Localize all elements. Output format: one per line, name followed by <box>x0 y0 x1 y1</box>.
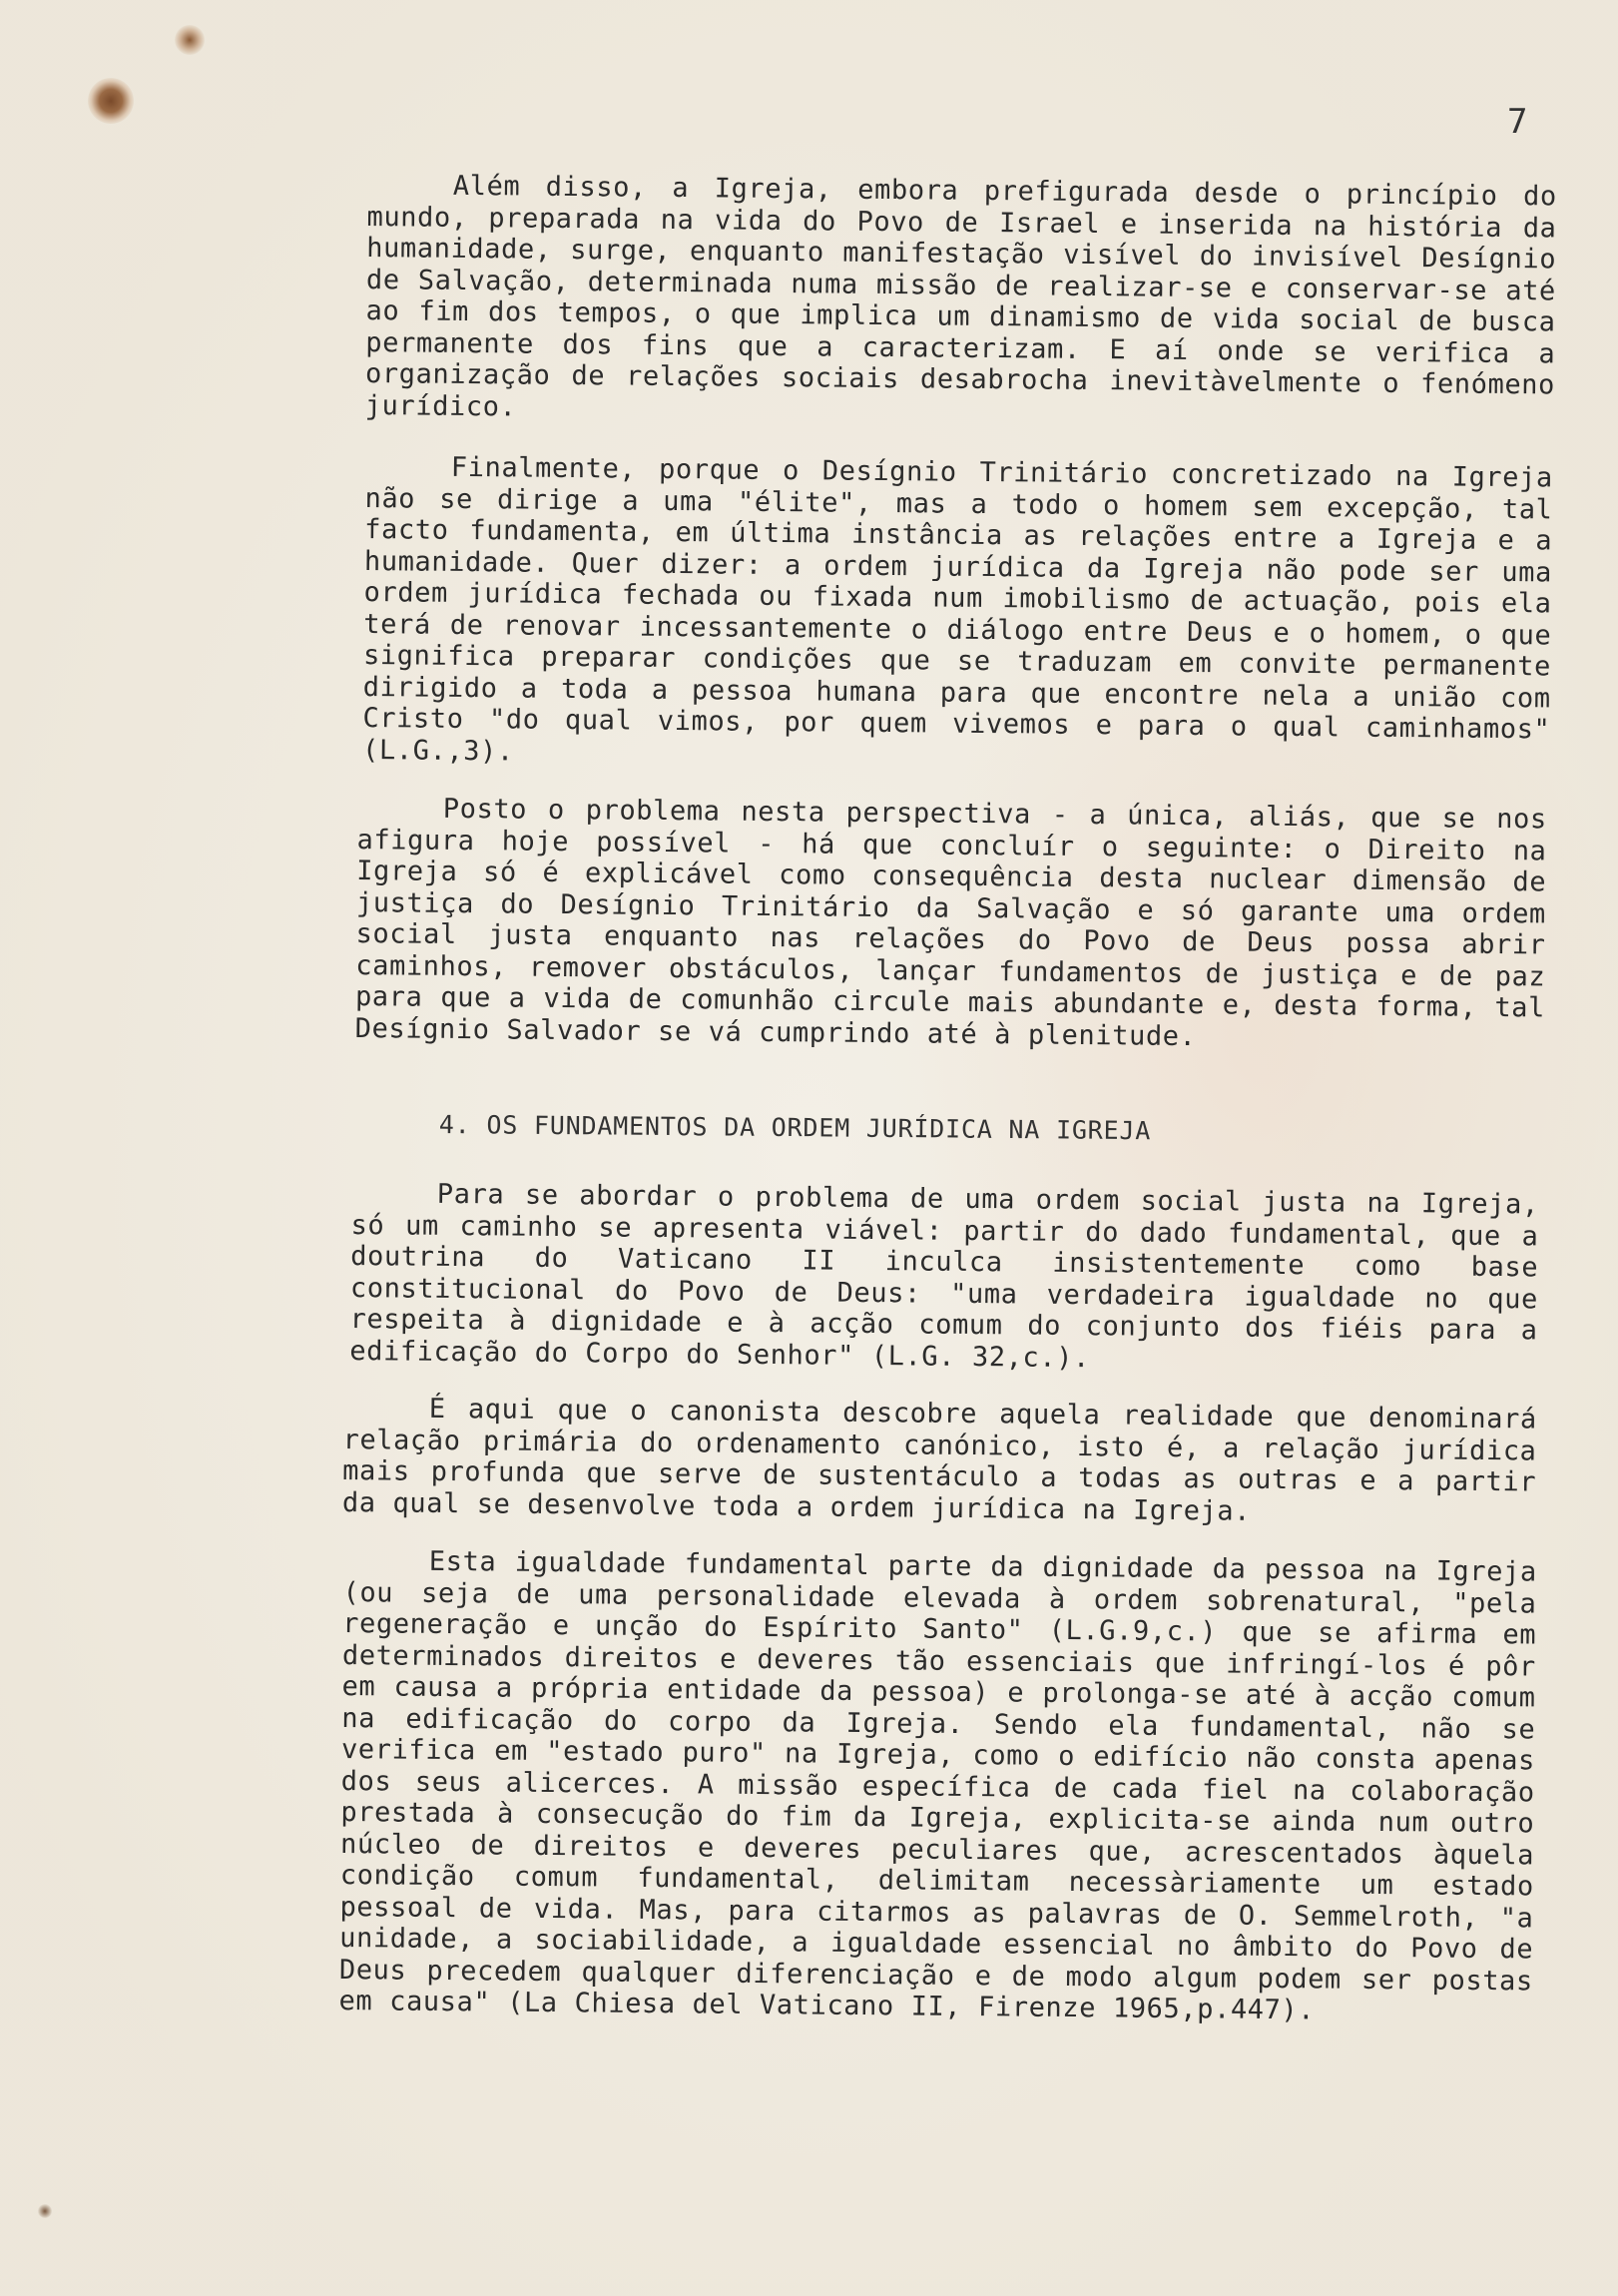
paper-stain <box>88 78 134 124</box>
page-number: 7 <box>1507 102 1528 142</box>
paragraph-3: Posto o problema nesta perspectiva - a única, aliás, que se nos afigura hoje possível - há que concluír o seguinte: o Direito na Igreja só é explicável como consequência desta nuclear dimensão de justiça do Desígnio Trinitário da Salvação e só garante uma ordem social justa enquanto nas relações do Povo de Deus possa abrir caminhos, remover obstáculos, lançar fundamentos de justiça e de paz para que a vida de comunhão circule mais abundante e, desta forma, tal Desígnio Salvador se vá cumprindo até à plenitude. <box>354 793 1547 1052</box>
section-heading: 4. OS FUNDAMENTOS DA ORDEM JURÍDICA NA IGREJA <box>438 1110 1152 1146</box>
paragraph-1: Além disso, a Igreja, embora prefigurada desde o princípio do mundo, preparada na vida do Povo de Israel e inserida na história da humanidade, surge, enquanto manifestação visível do invisível Desígnio de Salvação, determinada numa missão de realizar-se e conservar-se até ao fim dos tempos, o que implica um dinamismo de vida social de busca permanente dos fins que a caracterizam. E aí onde se verifica a organização de relações sociais desabrocha inevitàvelmente o fenómeno jurídico. <box>364 170 1557 422</box>
paragraph-4: Para se abordar o problema de uma ordem social justa na Igreja, só um caminho se apresenta viável: partir do dado fundamental, que a doutrina do Vaticano II inculca insistentemente como base constitucional do Povo de Deus: "uma verdadeira igualdade no que respeita à dignidade e à acção comum do conjunto dos fiéis para a edificação do Corpo do Senhor" (L.G. 32,c.). <box>349 1178 1539 1374</box>
paragraph-5: É aqui que o canonista descobre aquela realidade que denominará relação primária do ordenamento canónico, isto é, a relação jurídica mais profunda que serve de sustentáculo a todas as outras e a partir da qual se desenvolve toda a ordem jurídica na Igreja. <box>341 1393 1537 1527</box>
paragraph-2: Finalmente, porque o Desígnio Trinitário concretizado na Igreja não se dirige a uma "élite", mas a todo o homem sem excepção, tal facto fundamenta, em última instância as relações entre a Igreja e a humanidade. Quer dizer: a ordem jurídica da Igreja não pode ser uma ordem jurídica fechada ou fixada num imobilismo de actuação, pois ela terá de renovar incessantemente o diálogo entre Deus e o homem, o que significa preparar condições que se traduzam em convite permanente dirigido a toda a pessoa humana para que encontre nela a união com Cristo "do qual vimos, por quem vivemos e para o qual caminhamos" (L.G.,3). <box>361 451 1553 767</box>
paper-stain <box>175 25 205 55</box>
paper-stain <box>38 2204 52 2218</box>
paragraph-6: Esta igualdade fundamental parte da dignidade da pessoa na Igreja (ou seja de uma personalidade elevada à ordem sobrenatural, "pela regeneração e unção do Espírito Santo" (L.G.9,c.) que se afirma em determinados direitos e deveres tão essenciais que infringí-los é pôr em causa a própria entidade da pessoa) e prolonga-se até à acção comum na edificação do corpo da Igreja. Sendo ela fundamental, não se verifica em "estado puro" na Igreja, como o edifício não consta apenas dos seus alicerces. A missão específica de cada fiel na colaboração prestada à consecução do fim da Igreja, explicita-se ainda num outro núcleo de direitos e deveres peculiares que, acrescentados àquela condição comum fundamental, delimitam necessàriamente um estado pessoal de vida. Mas, para citarmos as palavras de O. Semmelroth, "a unidade, a sociabilidade, a igualdade essencial no âmbito do Povo de Deus precedem qualquer diferenciação e de modo algum podem ser postas em causa" (La Chiesa del Vaticano II, Firenze 1965,p.447). <box>338 1545 1537 2026</box>
